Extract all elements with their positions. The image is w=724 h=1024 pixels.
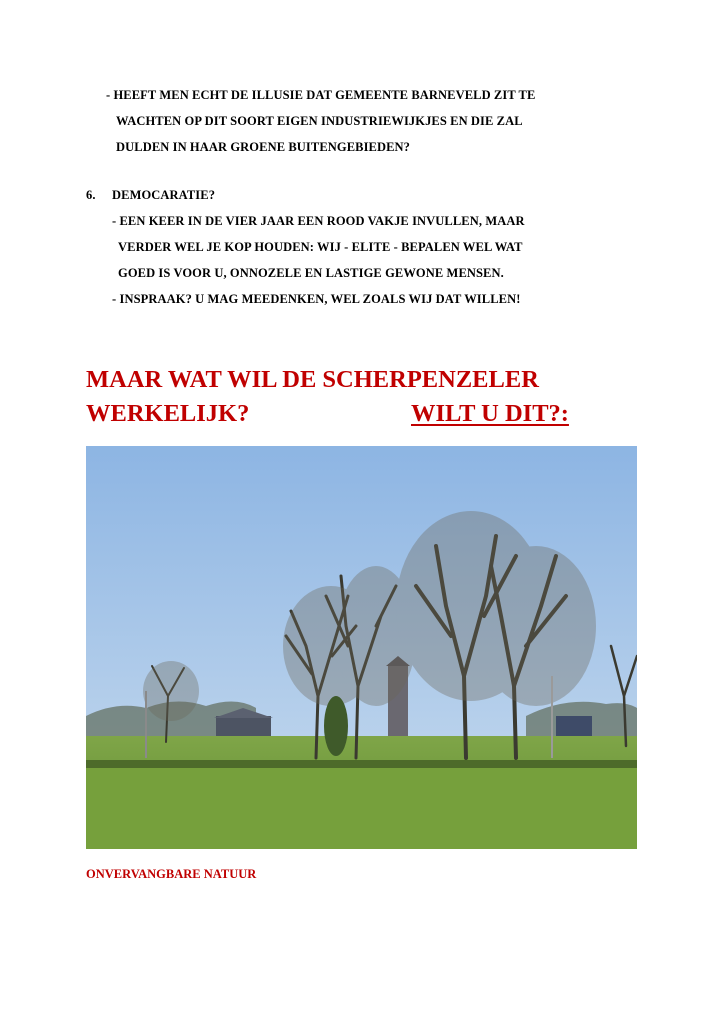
paragraph-line: DULDEN IN HAAR GROENE BUITENGEBIEDEN? [116,140,411,154]
photo-caption: ONVERVANGBARE NATUUR [86,867,257,881]
paragraph-line: - EEN KEER IN DE VIER JAAR EEN ROOD VAKJE INVULLEN, MAAR [112,214,525,228]
paragraph-line: - HEEFT MEN ECHT DE ILLUSIE DAT GEMEENTE BARNEVELD ZIT TE [106,88,536,102]
paragraph-line: VERDER WEL JE KOP HOUDEN: WIJ - ELITE - BEPALEN WEL WAT [118,240,523,254]
section-title: DEMOCARATIE? [112,188,216,202]
paragraph-line: WACHTEN OP DIT SOORT EIGEN INDUSTRIEWIJKJES EN DIE ZAL [116,114,523,128]
paragraph-line: - INSPRAAK? U MAG MEEDENKEN, WEL ZOALS WIJ DAT WILLEN! [112,292,521,306]
headline-line-1: MAAR WAT WIL DE SCHERPENZELER [86,366,539,393]
headline-left: WERKELIJK? [86,400,250,427]
paragraph-line: GOED IS VOOR U, ONNOZELE EN LASTIGE GEWONE MENSEN. [118,266,504,280]
headline-right: WILT U DIT?: [411,400,569,427]
section-number: 6. [86,188,96,202]
landscape-illustration [86,446,637,849]
landscape-photo [86,446,637,849]
